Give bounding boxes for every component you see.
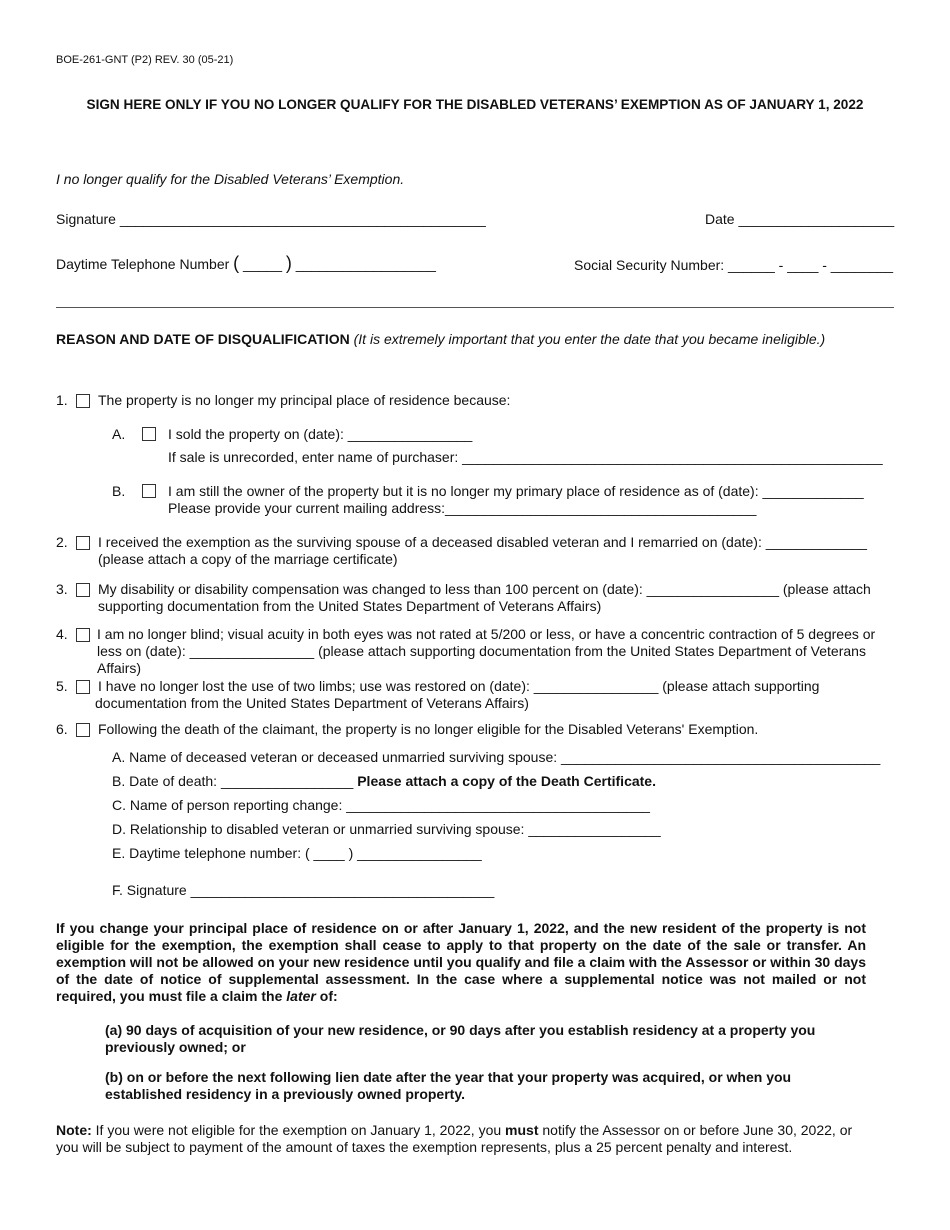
reason-title: REASON AND DATE OF DISQUALIFICATION <box>56 331 350 347</box>
item-6-number: 6. <box>56 721 68 737</box>
item-6-checkbox[interactable] <box>76 723 90 737</box>
item-2-number: 2. <box>56 534 68 550</box>
daytime-phone-label: Daytime Telephone Number <box>56 256 230 272</box>
item-3-text: My disability or disability compensation was changed to less than 100 percent on (date): _________________ (please attach supporting documentation from the United States Department of Veterans Affairs) <box>98 581 871 614</box>
option-b: (b) on or before the next following lien date after the year that your property was acquired, or when you established residency in a previously owned property. <box>105 1069 792 1102</box>
reporter-name-field[interactable]: C. Name of person reporting change: _______________________________________ <box>112 797 650 813</box>
item-3-checkbox[interactable] <box>76 583 90 597</box>
date-field[interactable]: Date ____________________ <box>705 211 895 227</box>
item-5-checkbox[interactable] <box>76 680 90 694</box>
later-emphasis: later <box>286 988 316 1004</box>
disqualification-statement: I no longer qualify for the Disabled Veterans’ Exemption. <box>56 171 405 187</box>
item-1-text: The property is no longer my principal place of residence because: <box>98 392 511 408</box>
item-5-number: 5. <box>56 678 68 694</box>
note-paragraph <box>56 1122 876 1156</box>
section-divider <box>56 307 894 308</box>
residence-change-end: of: <box>315 988 338 1004</box>
residence-change-text: If you change your principal place of residence on or after January 1, 2022, and the new resident of the property is not eligible for the exemption, the exemption shall cease to apply to that property on the date of the sale or transfer. An exemption will not be allowed on your new residence until you qualify and file a claim with the Assessor or within 30 days of the date of notice of supplemental assessment. In the case where a supplemental notice was not mailed or not required, you must file a claim the <box>56 920 866 1004</box>
item-2-checkbox[interactable] <box>76 536 90 550</box>
item-2-text: I received the exemption as the surviving spouse of a deceased disabled veteran and I remarried on (date): _____________ (please attach a copy of the marriage certificate) <box>98 534 867 567</box>
item-1b-letter: B. <box>112 483 126 499</box>
item-5-text-line2: documentation from the United States Department of Veterans Affairs) <box>95 695 529 711</box>
daytime-phone-field[interactable] <box>56 255 436 273</box>
note-must: must <box>505 1122 539 1138</box>
item-3-number: 3. <box>56 581 68 597</box>
relationship-field[interactable]: D. Relationship to disabled veteran or unmarried surviving spouse: _________________ <box>112 821 661 837</box>
item-1a-checkbox[interactable] <box>142 427 156 441</box>
reporter-phone-field[interactable]: E. Daytime telephone number: ( ____ ) ________________ <box>112 845 482 861</box>
item-1a-sold-date[interactable]: I sold the property on (date): ________________ <box>168 426 473 442</box>
deceased-name-field[interactable]: A. Name of deceased veteran or deceased unmarried surviving spouse: _________________________________________ <box>112 749 881 765</box>
death-certificate-note: Please attach a copy of the Death Certificate. <box>357 773 656 789</box>
note-text-1: If you were not eligible for the exemption on January 1, 2022, you <box>91 1122 506 1138</box>
phone-open-paren: ( <box>233 253 240 273</box>
page-heading: SIGN HERE ONLY IF YOU NO LONGER QUALIFY FOR THE DISABLED VETERANS’ EXEMPTION AS OF JANUARY 1, 2022 <box>86 97 864 112</box>
date-of-death-field[interactable] <box>112 773 656 790</box>
item-1-number: 1. <box>56 392 68 408</box>
reporter-signature-field[interactable]: F. Signature _______________________________________ <box>112 882 495 898</box>
item-4-number: 4. <box>56 626 68 642</box>
reason-note: (It is extremely important that you enter the date that you became ineligible.) <box>353 331 826 347</box>
signature-field[interactable]: Signature _______________________________________________ <box>56 211 486 227</box>
item-4-checkbox[interactable] <box>76 628 90 642</box>
item-1b-checkbox[interactable] <box>142 484 156 498</box>
date-of-death-blank[interactable]: B. Date of death: _________________ <box>112 773 358 789</box>
note-text-2: notify the Assessor on or before June 30, 2022, or you will be subject to payment of the amount of taxes the exemption represents, plus a 25 percent penalty and interest. <box>56 1122 853 1155</box>
item-5-text-line1: I have no longer lost the use of two limbs; use was restored on (date): ________________ (please attach supporting <box>98 678 820 694</box>
item-4-text: I am no longer blind; visual acuity in both eyes was not rated at 5/200 or less, or have a concentric contraction of 5 degrees or less on (date): ________________ (please attach supporting documentation from the United States Department of Veterans Affairs) <box>97 626 876 676</box>
item-1-checkbox[interactable] <box>76 394 90 408</box>
item-1a-purchaser[interactable]: If sale is unrecorded, enter name of purchaser: ______________________________________________________ <box>168 449 883 465</box>
item-1b-mailing-address[interactable]: Please provide your current mailing address:________________________________________ <box>168 500 757 516</box>
ssn-field[interactable]: Social Security Number: ______ - ____ - ________ <box>574 257 894 273</box>
reason-heading <box>56 331 825 348</box>
phone-close-paren: ) <box>285 253 292 273</box>
option-a: (a) 90 days of acquisition of your new residence, or 90 days after you establish residency at a property you previously owned; or <box>105 1022 816 1055</box>
item-6-text: Following the death of the claimant, the property is no longer eligible for the Disabled Veterans' Exemption. <box>98 721 759 737</box>
item-1a-letter: A. <box>112 426 126 442</box>
phone-area-blank[interactable]: _____ <box>239 256 286 272</box>
item-1b-owner-date[interactable]: I am still the owner of the property but it is no longer my primary place of residence as of (date): _____________ <box>168 483 864 499</box>
form-id: BOE-261-GNT (P2) REV. 30 (05-21) <box>56 54 234 66</box>
note-label: Note: <box>56 1122 92 1138</box>
residence-change-paragraph <box>56 920 866 1005</box>
phone-number-blank[interactable]: __________________ <box>291 256 436 272</box>
